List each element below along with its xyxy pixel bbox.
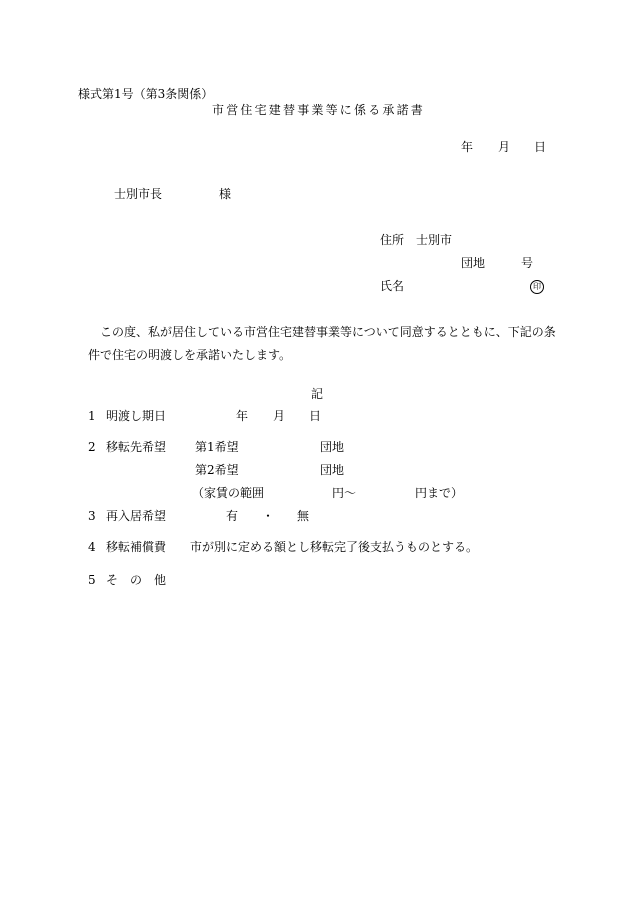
body-line-1: この度、私が居住している市営住宅建替事業等について同意するとともに、下記の条 — [100, 325, 556, 339]
form-label: 様式第1号（第3条関係） — [78, 87, 214, 101]
address-label: 住所 — [380, 233, 405, 247]
item3-no: 無 — [297, 509, 310, 523]
body-line-2: 件で住宅の明渡しを承諾いたします。 — [88, 348, 292, 362]
address-city: 士別市 — [416, 233, 453, 247]
item3-number: 3 — [88, 509, 96, 523]
item4-text: 市が別に定める額とし移転完了後支払うものとする。 — [190, 540, 479, 554]
item1-label: 明渡し期日 — [106, 409, 167, 423]
name-label: 氏名 — [380, 279, 405, 293]
item3-yes: 有 — [226, 509, 239, 523]
item2-rent-from: 円～ — [332, 486, 357, 500]
item2-rent-open: （家賃の範囲 — [192, 486, 265, 500]
item1-number: 1 — [88, 409, 96, 423]
item2-choice1-danchi: 団地 — [320, 440, 345, 454]
addressee-honorific: 様 — [219, 187, 232, 201]
item4-label: 移転補償費 — [106, 540, 167, 554]
seal-mark — [530, 279, 544, 294]
date-month: 月 — [498, 140, 511, 154]
item4-number: 4 — [88, 540, 96, 554]
item2-choice2: 第2希望 — [195, 463, 239, 477]
item1-month: 月 — [273, 409, 286, 423]
item5-number: 5 — [88, 573, 96, 587]
number-label: 号 — [521, 256, 534, 270]
seal-icon: 印 — [530, 280, 544, 294]
date-day: 日 — [534, 140, 547, 154]
item2-rent-to: 円まで） — [415, 486, 464, 500]
document-title: 市営住宅建替事業等に係る承諾書 — [212, 103, 426, 117]
item5-label: そ の 他 — [106, 573, 167, 587]
date-year: 年 — [461, 140, 474, 154]
item2-label: 移転先希望 — [106, 440, 167, 454]
addressee-name: 士別市長 — [114, 187, 163, 201]
ki-heading: 記 — [311, 387, 324, 401]
item2-choice2-danchi: 団地 — [320, 463, 345, 477]
item1-year: 年 — [236, 409, 249, 423]
danchi-label: 団地 — [461, 256, 486, 270]
item2-choice1: 第1希望 — [195, 440, 239, 454]
item1-day: 日 — [309, 409, 322, 423]
item3-dot: ・ — [262, 509, 275, 523]
item2-number: 2 — [88, 440, 96, 454]
item3-label: 再入居希望 — [106, 509, 167, 523]
